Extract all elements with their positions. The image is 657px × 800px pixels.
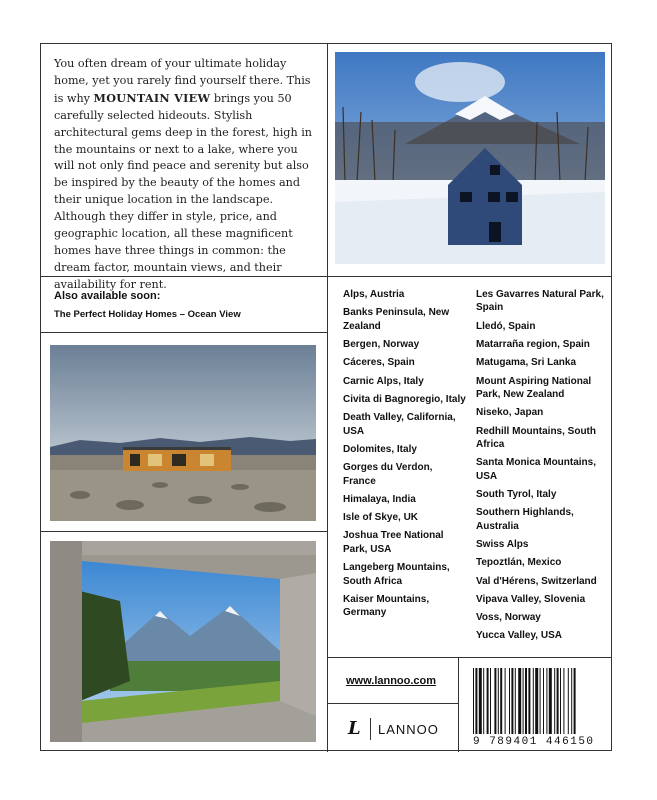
location-item: Langeberg Mountains, South Africa (343, 562, 450, 587)
intro-text-end: brings you 50 carefully selected hideouts. Stylish architectural gems deep in the forest, high in the mountains or next to a lake, where you will not only find peace and serenity but also be inspired by the beauty of the homes and their unique location in the landscape. Although they differ in style, price, and geographic location, all these magnificent homes have three things in common: the dream factor, mountain views, and their availability for rent. (54, 91, 313, 291)
barcode (459, 658, 612, 751)
publisher-block (328, 704, 458, 751)
lannoo-logo-icon: L (348, 718, 361, 739)
website-link[interactable]: www.lannoo.com (346, 675, 437, 687)
location-item: Yucca Valley, USA (476, 630, 562, 642)
location-item: Niseko, Japan (476, 407, 544, 419)
locations-list-right (476, 288, 604, 648)
location-item: Les Gavarres Natural Park, Spain (476, 289, 604, 314)
divider-horizontal (41, 531, 327, 532)
location-item: Bergen, Norway (343, 339, 420, 350)
intro-text-start: You often dream of your ultimate holiday home, yet you rarely find yourself there. This is why (54, 57, 311, 105)
back-cover (40, 43, 612, 751)
intro-brand: MOUNTAIN VIEW (93, 90, 211, 105)
publisher-divider (370, 718, 371, 740)
intro-blurb (41, 44, 327, 291)
location-item: Kaiser Mountains, Germany (343, 593, 430, 619)
location-item: Redhill Mountains, South Africa (476, 425, 596, 450)
location-item: Death Valley, California, USA (343, 412, 456, 437)
barcode-digits: 9 789401 446150 (473, 736, 595, 748)
also-available-heading: Also available soon: (54, 290, 161, 302)
location-item: Joshua Tree National Park, USA (343, 530, 444, 555)
location-item: Val d'Hérens, Switzerland (476, 575, 597, 587)
location-item: South Tyrol, Italy (476, 489, 557, 500)
location-item: Southern Highlands, Australia (476, 507, 574, 532)
location-item: Matugama, Sri Lanka (476, 357, 577, 369)
divider-vertical (327, 44, 328, 752)
location-item: Dolomites, Italy (343, 443, 417, 455)
divider-horizontal (41, 332, 327, 333)
location-item: Lledó, Spain (476, 320, 536, 332)
location-item: Alps, Austria (343, 289, 405, 300)
photo-desert-cabin (50, 345, 316, 521)
location-item: Voss, Norway (476, 612, 541, 624)
location-item: Cáceres, Spain (343, 357, 415, 369)
location-item: Isle of Skye, UK (343, 512, 419, 524)
location-item: Civita di Bagnoregio, Italy (343, 393, 466, 405)
also-available (41, 276, 327, 332)
location-item: Matarraña region, Spain (476, 339, 590, 350)
publisher-name: LANNOO (378, 722, 439, 737)
location-item: Tepoztlán, Mexico (476, 557, 562, 569)
location-item: Vipava Valley, Slovenia (476, 593, 586, 605)
location-item: Himalaya, India (343, 493, 416, 505)
location-item: Santa Monica Mountains, USA (476, 457, 597, 482)
photo-snow-house (335, 52, 605, 264)
location-item: Banks Peninsula, New Zealand (343, 307, 450, 332)
location-item: Swiss Alps (476, 539, 529, 550)
location-item: Gorges du Verdon, France (343, 462, 433, 487)
locations-list-left (343, 288, 468, 625)
photo-concrete-frame (50, 541, 316, 742)
location-item: Mount Aspiring National Park, New Zealand (476, 375, 592, 400)
also-available-title: The Perfect Holiday Homes – Ocean View (54, 309, 241, 320)
location-item: Carnic Alps, Italy (343, 375, 424, 387)
